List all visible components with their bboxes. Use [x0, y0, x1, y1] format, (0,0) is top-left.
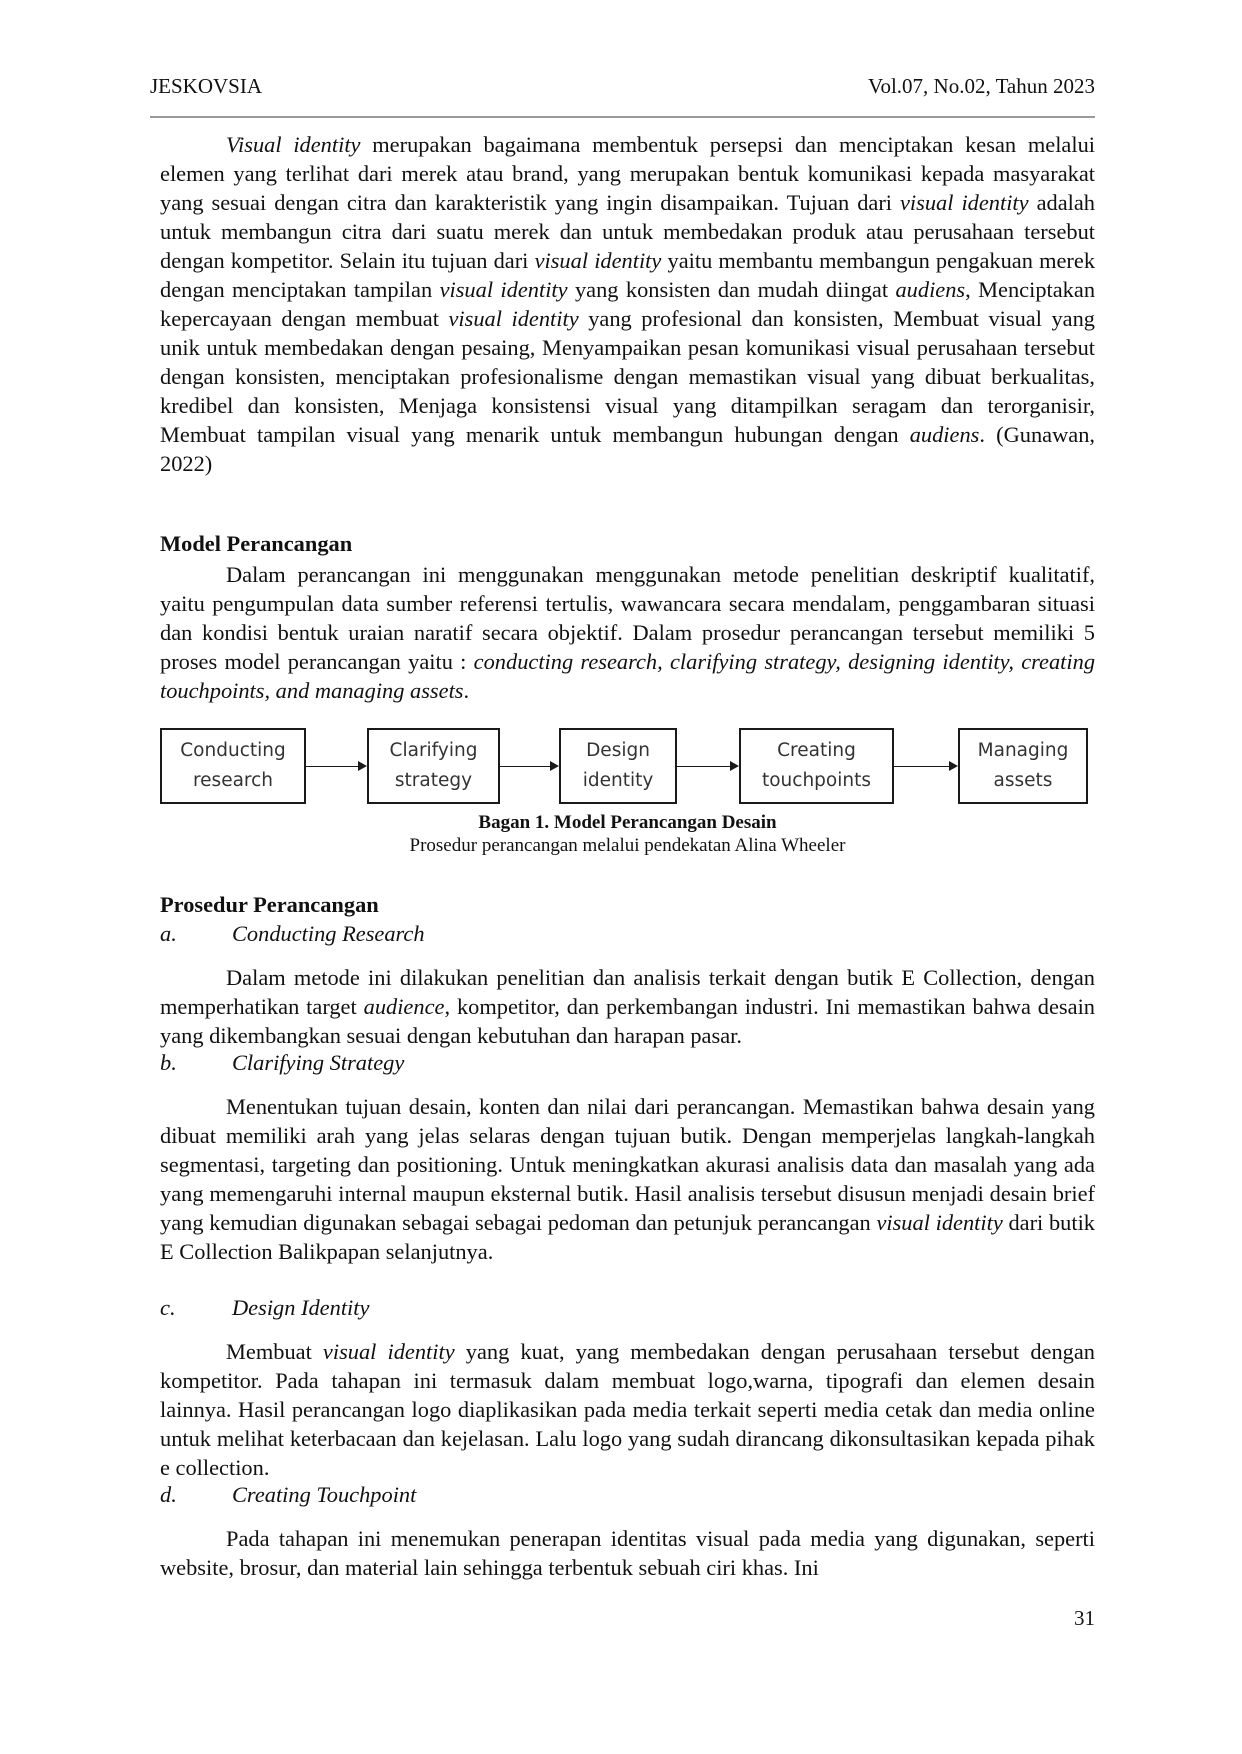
paragraph-creating-touchpoint: Pada tahapan ini menemukan penerapan identitas visual pada media yang digunakan, seperti website, brosur, dan material lain sehingga terbentuk sebuah ciri khas. Ini [160, 1526, 1095, 1580]
page-number: 31 [1074, 1606, 1095, 1630]
issue-info: Vol.07, No.02, Tahun 2023 [867, 74, 1095, 98]
diagram-box-conducting-research: Conducting research [160, 728, 306, 804]
model-paragraph: Dalam perancangan ini menggunakan menggunakan metode penelitian deskriptif kualitatif, yaitu pengumpulan data sumber referensi tertulis, wawancara secara mendalam, penggambaran situasi dan kondisi bentuk uraian naratif secara objektif. Dalam prosedur perancangan tersebut memiliki 5 proses model perancangan yaitu : conducting research, clarifying strategy, designing identity, creating touchpoints, and managing assets. [160, 562, 1096, 703]
diagram-arrow [500, 766, 557, 767]
diagram-box-design-identity: Design identity [559, 728, 677, 804]
diagram-arrow [677, 766, 737, 767]
process-diagram [160, 728, 1095, 814]
paragraph-design-identity: Membuat visual identity yang kuat, yang membedakan dengan perusahaan tersebut dengan kompetitor. Pada tahapan ini termasuk dalam membuat logo,warna, tipografi dan elemen desain lainnya. Hasil perancangan logo diaplikasikan pada media terkait seperti media cetak dan media online untuk melihat keterbacaan dan kejelasan. Lalu logo yang sudah dirancang dikonsultasikan kepada pihak e collection. [160, 1339, 1095, 1480]
subsection-heading-a: a. Conducting Research [160, 921, 425, 946]
figure-caption-title: Bagan 1. Model Perancangan Desain [478, 812, 777, 833]
diagram-box-clarifying-strategy: Clarifying strategy [367, 728, 500, 804]
journal-name: JESKOVSIA [150, 74, 263, 98]
diagram-box-creating-touchpoints: Creating touchpoints [739, 728, 894, 804]
subsection-heading-c: c. Design Identity [160, 1295, 370, 1320]
running-header [150, 74, 1095, 104]
diagram-arrow [306, 766, 365, 767]
paragraph-conducting-research: Dalam metode ini dilakukan penelitian dan analisis terkait dengan butik E Collection, dengan memperhatikan target audience, kompetitor, dan perkembangan industri. Ini memastikan bahwa desain yang dikembangkan sesuai dengan kebutuhan dan harapan pasar. [160, 965, 1095, 1048]
paragraph-clarifying-strategy: Menentukan tujuan desain, konten dan nilai dari perancangan. Memastikan bahwa desain yang dibuat memiliki arah yang jelas selaras dengan tujuan butik. Dengan memperjelas langkah-langkah segmentasi, targeting dan positioning. Untuk meningkatkan akurasi analisis data dan masalah yang ada yang memengaruhi internal maupun eksternal butik. Hasil analisis tersebut disusun menjadi desain brief yang kemudian digunakan sebagai sebagai pedoman dan petunjuk perancangan visual identity dari butik E Collection Balikpapan selanjutnya. [160, 1094, 1095, 1264]
intro-paragraph: Visual identity merupakan bagaimana membentuk persepsi dan menciptakan kesan melalui elemen yang terlihat dari merek atau brand, yang merupakan bentuk komunikasi kepada masyarakat yang sesuai dengan citra dan karakteristik yang ingin disampaikan. Tujuan dari visual identity adalah untuk membangun citra dari suatu merek dan untuk membedakan produk atau perusahaan tersebut dengan kompetitor. Selain itu tujuan dari visual identity yaitu membantu membangun pengakuan merek dengan menciptakan tampilan visual identity yang konsisten dan mudah diingat audiens, Menciptakan kepercayaan dengan membuat visual identity yang profesional dan konsisten, Membuat visual yang unik untuk membedakan dengan pesaing, Menyampaikan pesan komunikasi visual perusahaan tersebut dengan konsisten, menciptakan profesionalisme dengan memastikan visual yang dibuat berkualitas, kredibel dan konsisten, Menjaga konsistensi visual yang ditampilkan seragam dan terorganisir, Membuat tampilan visual yang menarik untuk membangun hubungan dengan audiens. (Gunawan, 2022) [160, 132, 1096, 476]
section-heading-model: Model Perancangan [160, 531, 353, 556]
section-heading-prosedur: Prosedur Perancangan [160, 892, 379, 917]
subsection-heading-d: d. Creating Touchpoint [160, 1482, 417, 1507]
subsection-heading-b: b. Clarifying Strategy [160, 1050, 405, 1075]
diagram-box-managing-assets: Managing assets [958, 728, 1088, 804]
figure-caption-subtitle: Prosedur perancangan melalui pendekatan Alina Wheeler [409, 835, 846, 856]
header-divider [150, 116, 1095, 118]
diagram-arrow [894, 766, 956, 767]
